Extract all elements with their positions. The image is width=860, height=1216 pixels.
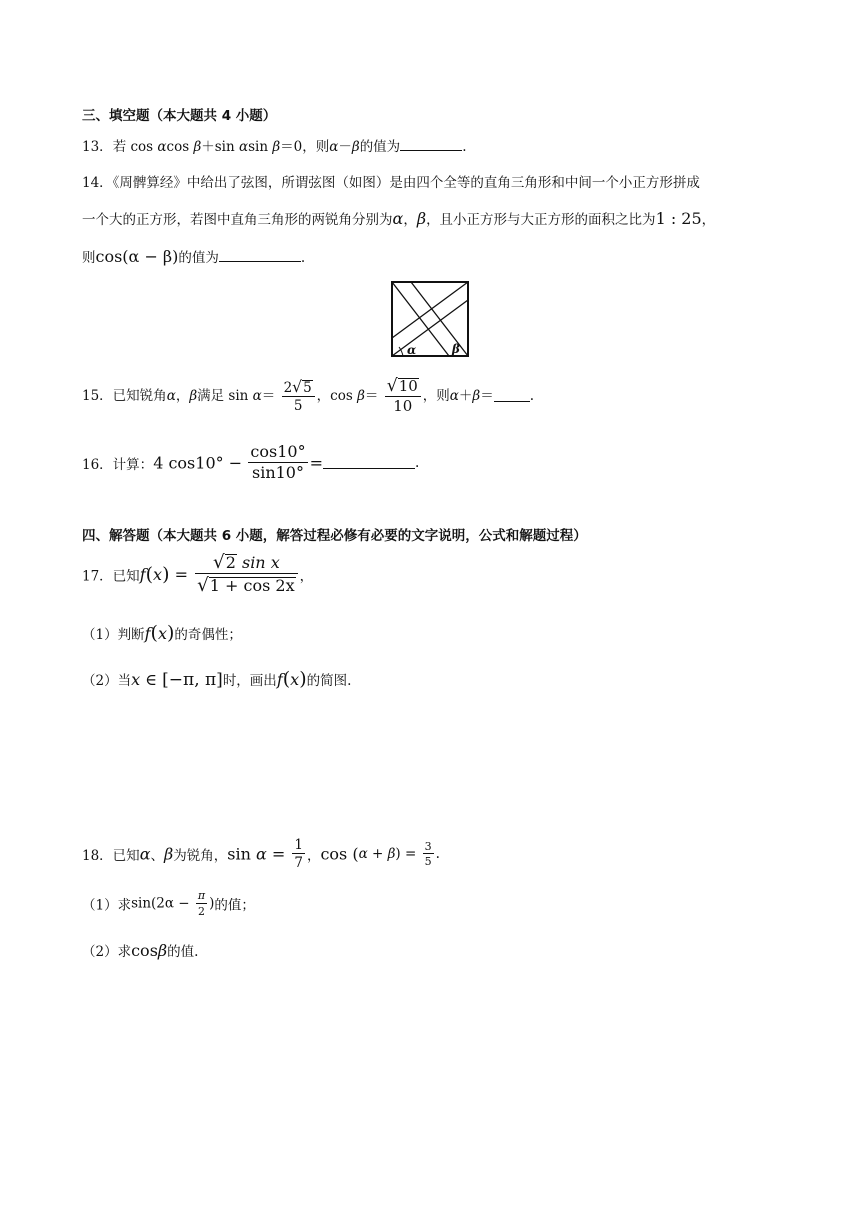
q18-f1-numerator: 1 [294, 837, 303, 853]
q13-alpha-3: α [329, 139, 339, 155]
q17-f: f [139, 564, 146, 584]
q15-fraction-1: $\frac{2√5}{5}$ [282, 379, 315, 413]
q16-label: 16．计算： [82, 456, 154, 473]
q17-fraction: $\frac{\text{√2 sin x}}{√1 + \cos 2x}$ [195, 553, 298, 596]
q16-period: . [414, 454, 420, 471]
q15-beta-2: β [357, 387, 365, 404]
q15-f2-denominator: 10 [393, 397, 413, 416]
q18-part-2 [82, 940, 198, 960]
q14-line3-pre: 则 [82, 250, 96, 266]
q17-part-2: （2）当x ∈ [−π, π]时，画出f(x)的简图. [82, 668, 352, 690]
q18-fraction-2 [423, 841, 434, 868]
question-14-line-3 [82, 246, 305, 266]
q13-number: 13． [82, 139, 113, 155]
q16-fraction [248, 444, 307, 482]
question-18 [82, 838, 440, 870]
q17-p1-pre: （1）判断 [82, 627, 145, 643]
q18-mid: 为锐角， [173, 848, 228, 865]
q15-answer-blank[interactable] [494, 389, 530, 402]
q17-p2-pre: （2）当 [82, 673, 132, 689]
q18-p1-fraction [196, 890, 207, 917]
q14-cos-expr: cos(α − β) [95, 247, 179, 266]
q16-expr: 4 cos10° − [153, 453, 243, 473]
q15-then: ，则 [422, 387, 450, 404]
q18-period: . [435, 846, 440, 863]
q14-line3-post: 的值为 [178, 250, 219, 266]
q18-p2-pre: （2）求 [82, 944, 132, 960]
q18-f2-numerator: 3 [424, 839, 432, 853]
q18-f1-denominator: 7 [294, 855, 303, 872]
q18-f2-denominator: 5 [424, 855, 432, 869]
q17-p1-f: f [144, 624, 151, 643]
q13-cos: cos [166, 139, 194, 155]
figure-beta-label: β [452, 342, 460, 356]
q17-num-radicand: 2 [225, 553, 236, 572]
q16-frac-numerator: cos10° [250, 442, 306, 461]
q15-eq-2: ＝ [364, 387, 379, 404]
q18-cos: cos ( [320, 844, 359, 864]
q17-num-fn: sin x [236, 553, 280, 572]
q17-den-radicand: 1 + cos 2x [209, 576, 295, 596]
q17-label: 17．已知 [82, 568, 140, 585]
q17-p2-interval: [−π, π] [162, 670, 223, 690]
xian-tu-figure [390, 280, 470, 358]
q15-plus: ＋ [458, 387, 473, 404]
q15-text-pre: 15．已知锐角 [82, 387, 167, 404]
question-15 [82, 377, 534, 415]
q15-alpha: α [166, 387, 176, 404]
q13-alpha-2: α [238, 139, 249, 155]
q13-answer-blank[interactable] [400, 138, 462, 151]
q18-p2-post: 的值. [167, 944, 199, 960]
q14-period: . [300, 250, 306, 266]
q13-minus: － [338, 139, 352, 155]
q15-f2-radicand: 10 [398, 377, 418, 395]
q14-answer-blank[interactable] [219, 249, 301, 262]
q18-sin: sin [227, 844, 256, 864]
q15-beta-3: β [472, 387, 481, 404]
q18-p1-rparen: ) [209, 895, 215, 912]
q13-sin: sin [248, 139, 273, 155]
q18-comma: ， [306, 848, 321, 865]
q17-x: x [153, 564, 163, 584]
q18-p1-fden: 2 [198, 904, 206, 918]
q15-period: . [529, 387, 535, 404]
q15-beta: β [189, 387, 198, 404]
q15-f1-coef: 2 [283, 379, 293, 396]
q13-beta-2: β [272, 139, 281, 155]
q17-part-1: （1）判断f(x)的奇偶性； [82, 622, 242, 644]
q18-eq: = [266, 844, 291, 864]
q15-alpha-3: α [449, 387, 459, 404]
q14-line2-end: ， [701, 212, 716, 228]
q15-sep: ， [175, 387, 190, 404]
q18-p2-beta: β [157, 941, 168, 960]
q17-p1-x: x [157, 624, 167, 643]
question-13 [82, 135, 466, 155]
q18-part-1 [82, 890, 255, 917]
q15-f1-denominator: 5 [293, 398, 303, 414]
xian-tu-diagram [390, 280, 470, 358]
q18-fraction-1 [292, 838, 305, 870]
q13-beta-1: β [193, 139, 202, 155]
question-14-line-2 [82, 208, 715, 228]
q13-alpha-1: α [157, 139, 167, 155]
q15-f1-radicand: 5 [303, 379, 312, 396]
q17-lparen: ( [145, 563, 154, 586]
q13-text-pre: 若 cos [112, 139, 158, 155]
q18-label: 18．已知 [82, 848, 140, 865]
q14-alpha: α [392, 209, 404, 228]
q17-p2-f: f [276, 670, 283, 689]
q14-ratio: 1 : 25 [655, 209, 702, 228]
q17-rparen: ) [162, 563, 170, 586]
section-4-heading: 四、解答题（本大题共 6 小题，解答过程必修有必要的文字说明，公式和解题过程） [82, 528, 587, 544]
q18-inner: α + β [358, 846, 396, 863]
q18-alpha-2: α [255, 844, 267, 864]
q14-line2-mid: ，且小正方形与大正方形的面积之比为 [426, 212, 656, 228]
q18-p2-cos: cos [131, 941, 158, 960]
q18-p1-fnum: π [197, 889, 206, 902]
section-3-heading: 三、填空题（本大题共 4 小题） [82, 108, 277, 124]
q17-p2-x2: x [290, 670, 300, 689]
question-17 [82, 553, 313, 596]
q18-p1-pre: （1）求 [82, 897, 132, 914]
question-14-line-1: 14．《周髀算经》中给出了弦图，所谓弦图（如图）是由四个全等的直角三角形和中间一个小正方形拼成 [82, 175, 700, 191]
figure-alpha-label: α [407, 343, 417, 357]
q14-line2-text: 一个大的正方形，若图中直角三角形的两锐角分别为 [82, 212, 393, 228]
q13-plus-sin: ＋sin [201, 139, 239, 155]
q15-alpha-2: α [252, 387, 262, 404]
q13-beta-3: β [351, 139, 360, 155]
q15-mid: 满足 sin [197, 387, 253, 404]
q15-eq-3: ＝ [480, 387, 494, 404]
question-16 [82, 444, 419, 482]
q16-equals: = [309, 453, 323, 473]
q13-period: . [462, 139, 467, 155]
q18-p1-post: 的值； [214, 897, 255, 914]
q16-answer-blank[interactable] [323, 456, 415, 469]
q14-beta: β [416, 209, 427, 228]
q15-cos: cos [330, 387, 358, 404]
q15-eq-1: ＝ [261, 387, 276, 404]
q17-p2-x: x [131, 670, 141, 689]
q17-comma: ， [299, 568, 314, 585]
q17-equals: = [169, 564, 194, 584]
q17-p1-post: 的奇偶性； [174, 627, 242, 643]
q18-dun: 、 [150, 848, 164, 865]
q13-tail: 的值为 [359, 139, 401, 155]
q17-p2-mid: 时，画出 [222, 673, 277, 689]
q13-eq-zero: ＝0，则 [280, 139, 330, 155]
q18-alpha: α [139, 844, 151, 864]
q18-rparen-eq: ) = [395, 846, 421, 863]
q15-comma: ， [316, 387, 331, 404]
q18-p1-sin: sin(2α − [131, 895, 190, 912]
q17-p2-post: 的简图. [306, 673, 352, 689]
q15-fraction-2: $\frac{√10}{10}$ [385, 377, 421, 415]
q18-beta: β [164, 844, 174, 864]
q14-comma: ， [403, 212, 417, 228]
q17-p2-in: ∈ [140, 670, 163, 689]
q16-frac-denominator: sin10° [251, 462, 304, 482]
